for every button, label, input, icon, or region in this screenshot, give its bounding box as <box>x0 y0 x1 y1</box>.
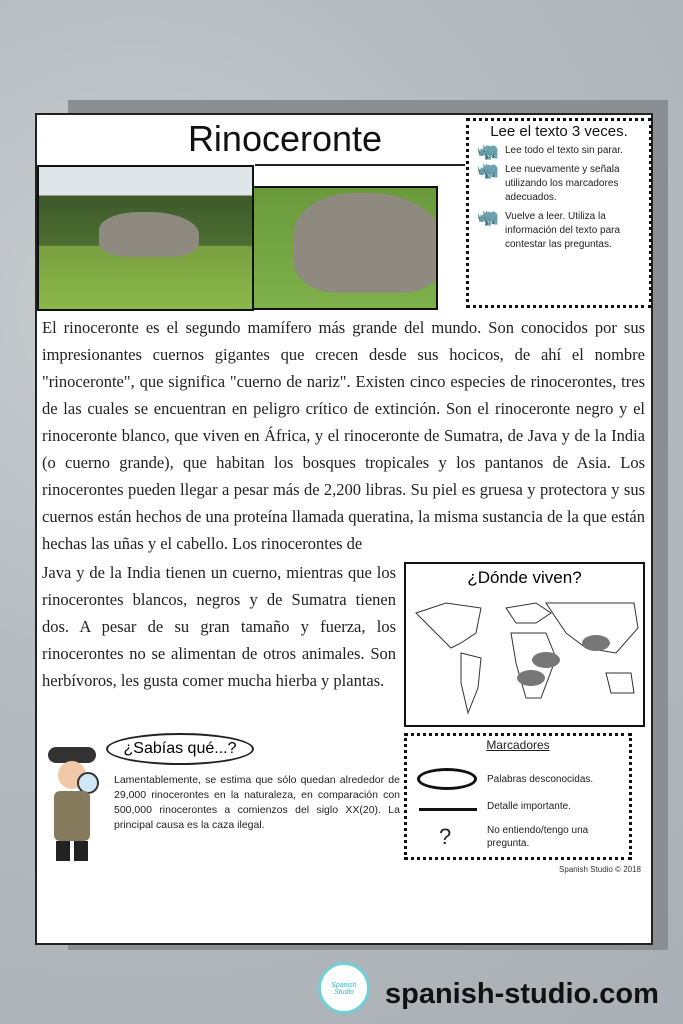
rhino-photo-grazing <box>37 165 254 311</box>
rhino-location-africa <box>532 652 560 668</box>
marker-label: No entiendo/tengo una pregunta. <box>487 825 589 849</box>
instruction-text: Lee nuevamente y señala utilizando los marcadores adecuados. <box>505 164 620 203</box>
instruction-text: Vuelve a leer. Utiliza la información del texto para contestar las preguntas. <box>505 211 621 250</box>
instruction-step <box>475 207 643 252</box>
circle-marker-icon <box>417 768 477 790</box>
markers-heading: Marcadores <box>486 738 550 752</box>
world-map <box>406 588 643 718</box>
rhino-icon: 🦏 <box>476 160 500 180</box>
website-url: spanish-studio.com <box>385 978 659 1010</box>
reading-content <box>42 314 645 874</box>
spanish-studio-logo: Spanish Studio <box>318 962 370 1014</box>
rhino-photo-closeup <box>252 186 438 310</box>
markers-box <box>404 733 632 860</box>
rhino-icon: 🦏 <box>476 141 500 161</box>
detective-illustration <box>40 743 105 863</box>
underline-marker-icon <box>419 808 477 811</box>
title-underline <box>255 164 465 166</box>
bottom-section <box>42 733 645 863</box>
instruction-step <box>475 141 643 161</box>
middle-row <box>42 559 645 727</box>
did-you-know-bubble: ¿Sabías qué...? <box>106 733 254 765</box>
instruction-text: Lee todo el texto sin parar. <box>505 145 623 156</box>
copyright: Spanish Studio © 2018 <box>559 865 641 874</box>
map-title: ¿Dónde viven? <box>467 568 582 587</box>
rhino-icon: 🦏 <box>476 207 500 227</box>
instruction-step <box>475 160 643 205</box>
instructions-heading: Lee el texto 3 veces. <box>490 123 628 140</box>
body-paragraph-continued: Java y de la India tienen un cuerno, mientras que los rinocerontes blancos, negros y de Sumatra tienen dos. A pesar de su gran tamaño y fuerza, los rinocerontes no se alimentan de otros animales. Son herbívoros, les gusta comer mucha hierba y plantas. <box>42 563 396 690</box>
world-map-box <box>404 562 645 727</box>
marker-label: Palabras desconocidas. <box>487 774 594 785</box>
instructions-box <box>466 118 652 308</box>
marker-label: Detalle importante. <box>487 801 571 812</box>
page-title: Rinoceronte <box>187 118 383 159</box>
body-paragraph: El rinoceronte es el segundo mamífero más grande del mundo. Son conocidos por sus impresionantes cuernos gigantes que crecen desde sus hocicos, de ahí el nombre "rinoceronte", que significa "cuerno de nariz". Existen cinco especies de rinocerontes, tres de las cuales se encuentran en peligro crítico de extinción. Son el rinoceronte negro y el rinoceronte blanco, que viven en África, y el rinoceronte de Sumatra, de Java y de la India (o cuerno grande), que habitan los bosques tropicales y los pantanos de Asia. Los rinocerontes pueden llegar a pesar más de 2,200 libras. Su piel es gruesa y protectora y sus cuernos están hechos de una proteína llamada queratina, la misma sustancia de la que están hechas las uñas y el cabello. Los rinocerontes de <box>42 318 645 553</box>
rhino-location-south-africa <box>517 670 545 686</box>
question-marker-icon: ? <box>439 824 452 849</box>
rhino-location-asia <box>582 635 610 651</box>
fact-text: Lamentablemente, se estima que sólo quedan alrededor de 29,000 rinocerontes en la naturaleza, en comparación con 500,000 rinocerontes a comienzos del siglo XX(20). La principal causa es la caza ilegal. <box>114 774 400 831</box>
